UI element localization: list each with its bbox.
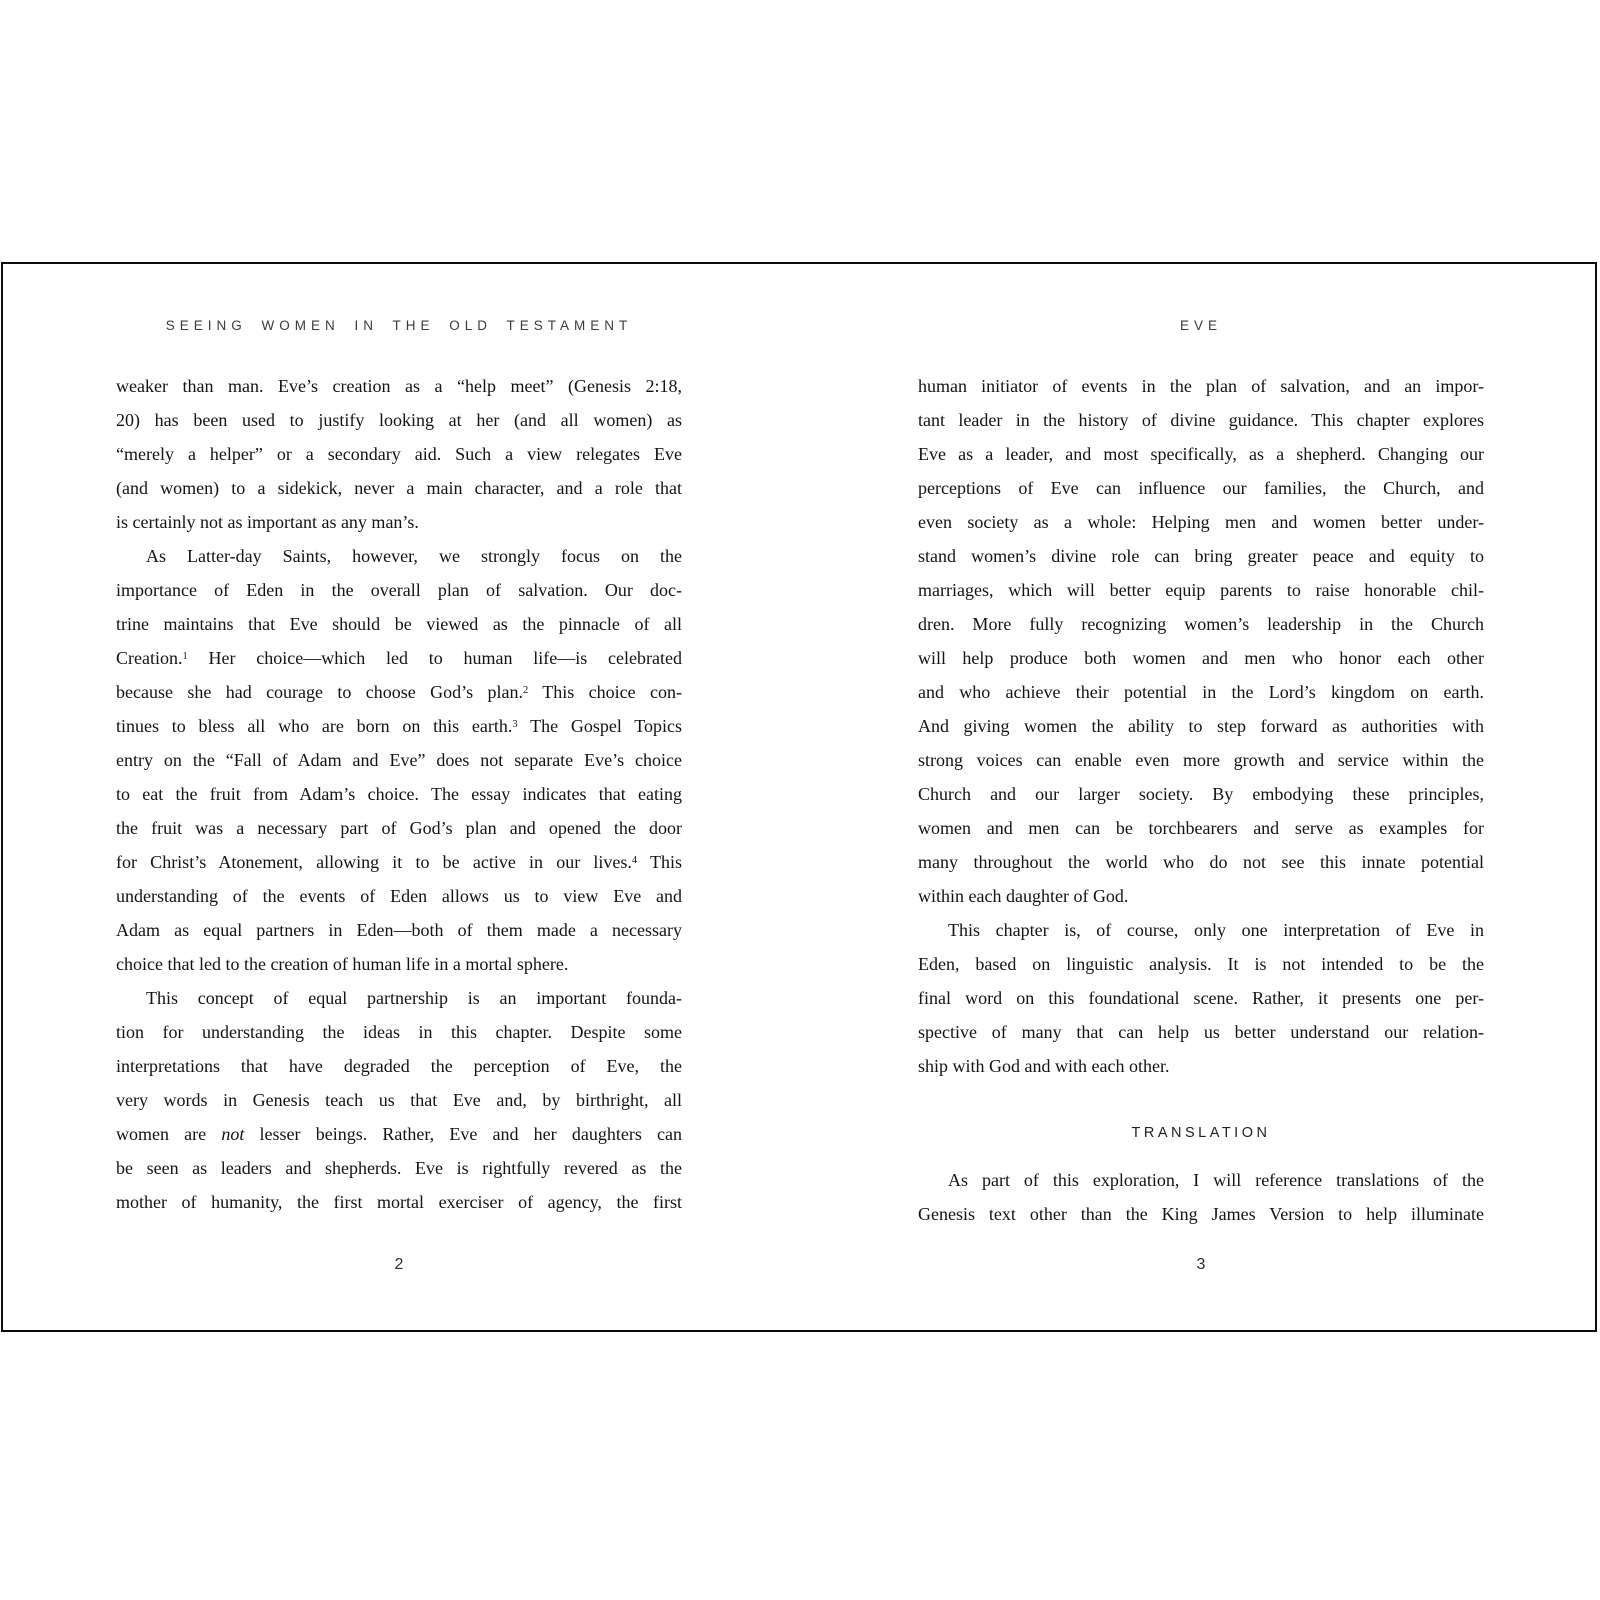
text-line: the fruit was a necessary part of God’s plan and opened the door [116,818,682,838]
text-line: Eden, based on linguistic analysis. It is not intended to be the [918,954,1484,974]
text-line: And giving women the ability to step forward as authorities with [918,716,1484,736]
text-line: spective of many that can help us better understand our relation- [918,1022,1484,1042]
page-number-left: 2 [394,1256,404,1273]
text-line: perceptions of Eve can influence our families, the Church, and [918,478,1484,498]
text-line: mother of humanity, the first mortal exerciser of agency, the first [116,1192,682,1212]
text-line: to eat the fruit from Adam’s choice. The essay indicates that eating [116,784,682,804]
text-line: be seen as leaders and shepherds. Eve is rightfully revered as the [116,1158,682,1178]
text-line: Genesis text other than the King James Version to help illuminate [918,1204,1484,1224]
text-line: final word on this foundational scene. Rather, it presents one per- [918,988,1484,1008]
running-head-right: EVE [1179,318,1222,333]
text-line: strong voices can enable even more growth and service within the [918,750,1484,770]
page-right-body [918,369,1484,1231]
text-line: even society as a whole: Helping men and women better under- [918,512,1484,532]
text-line: “merely a helper” or a secondary aid. Such a view relegates Eve [116,444,682,464]
text-line: importance of Eden in the overall plan of salvation. Our doc- [116,580,682,600]
text-line: and who achieve their potential in the Lord’s kingdom on earth. [918,682,1484,702]
footnote-marker: 2 [523,684,529,696]
paragraph-block [918,369,1484,1083]
text-line: many throughout the world who do not see this innate potential [918,852,1484,872]
text-line: stand women’s divine role can bring greater peace and equity to [918,546,1484,566]
text-line: trine maintains that Eve should be viewed as the pinnacle of all [116,614,682,634]
text-line: tion for understanding the ideas in this chapter. Despite some [116,1022,682,1042]
text-line: tant leader in the history of divine guidance. This chapter explores [918,410,1484,430]
text-line: tinues to bless all who are born on this earth.$^3$ The Gospel Topics [116,716,683,736]
text-line: choice that led to the creation of human life in a mortal sphere. [116,954,569,974]
text-line: As part of this exploration, I will reference translations of the [948,1170,1484,1190]
page-frame [1,262,1597,1332]
page-number-right: 3 [1196,1256,1206,1273]
text-line: ship with God and with each other. [918,1056,1170,1076]
text-line: for Christ’s Atonement, allowing it to be active in our lives.$^4$ This [116,852,682,872]
page-left [116,264,682,1330]
text-line: understanding of the events of Eden allows us to view Eve and [116,886,682,906]
page-right [918,264,1484,1330]
section-heading: TRANSLATION [1131,1125,1271,1141]
text-line: within each daughter of God. [918,886,1129,906]
text-line: This chapter is, of course, only one interpretation of Eve in [948,920,1484,940]
page-left-body [116,369,682,1219]
paragraph-block [918,1163,1484,1231]
text-line: Adam as equal partners in Eden—both of them made a necessary [116,920,682,940]
text-line: will help produce both women and men who honor each other [918,648,1484,668]
text-line: marriages, which will better equip parents to raise honorable chil- [918,580,1484,600]
text-line: (and women) to a sidekick, never a main character, and a role that [116,478,682,498]
text-line: 20) has been used to justify looking at her (and all women) as [116,410,682,430]
text-line: dren. More fully recognizing women’s leadership in the Church [918,614,1484,634]
text-line: because she had courage to choose God’s plan.$^2$ This choice con- [116,682,682,702]
text-line: human initiator of events in the plan of salvation, and an impor- [918,376,1484,396]
text-line: Church and our larger society. By embodying these principles, [918,784,1484,804]
paragraph-block [116,369,682,1219]
text-line: Creation.$^1$ Her choice—which led to human life—is celebrated [116,648,682,668]
text-line: As Latter-day Saints, however, we strongly focus on the [146,546,682,566]
text-line: interpretations that have degraded the perception of Eve, the [116,1056,682,1076]
text-line: entry on the “Fall of Adam and Eve” does not separate Eve’s choice [116,750,682,770]
emphasis-text: not [221,1124,245,1144]
text-line: Eve as a leader, and most specifically, as a shepherd. Changing our [918,444,1484,464]
footnote-marker: 3 [512,718,518,730]
text-line: This concept of equal partnership is an important founda- [146,988,682,1008]
text-line: women are not lesser beings. Rather, Eve and her daughters can [116,1124,682,1144]
footnote-marker: 4 [631,854,638,866]
text-line: very words in Genesis teach us that Eve and, by birthright, all [116,1090,682,1110]
text-line: women and men can be torchbearers and serve as examples for [918,818,1484,838]
running-head-left: SEEING WOMEN IN THE OLD TESTAMENT [165,318,633,333]
text-line: weaker than man. Eve’s creation as a “help meet” (Genesis 2:18, [116,376,682,396]
text-line: is certainly not as important as any man’s. [116,512,419,532]
footnote-marker: 1 [182,650,188,662]
